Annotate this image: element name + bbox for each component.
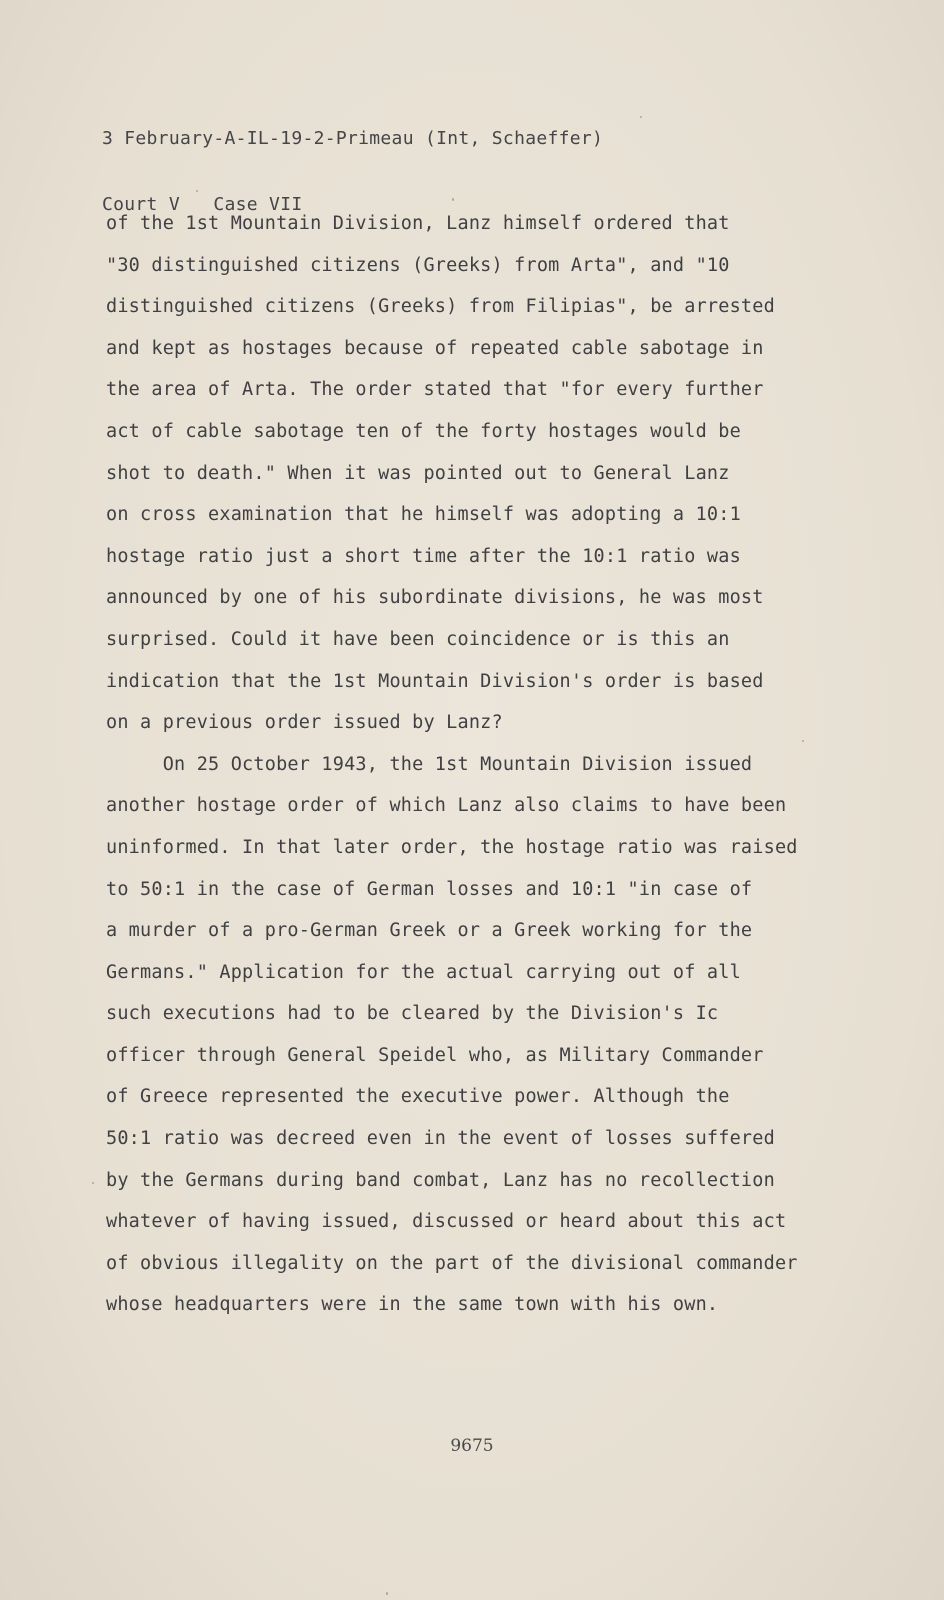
body-line: Germans." Application for the actual carrying out of all	[106, 961, 741, 983]
body-line: surprised. Could it have been coincidence or is this an	[106, 628, 730, 650]
body-line: indication that the 1st Mountain Division's order is based	[106, 670, 764, 692]
body-line: of the 1st Mountain Division, Lanz himself ordered that	[106, 213, 730, 234]
body-line: of Greece represented the executive power. Although the	[106, 1086, 730, 1108]
body-line: distinguished citizens (Greeks) from Filipias", be arrested	[106, 296, 775, 318]
body-line: officer through General Speidel who, as Military Commander	[106, 1044, 764, 1066]
body-line: act of cable sabotage ten of the forty hostages would be	[106, 420, 741, 442]
paper-speck	[196, 190, 198, 192]
page-number: 9675	[450, 1436, 494, 1456]
body-line: 50:1 ratio was decreed even in the event of losses suffered	[106, 1128, 775, 1150]
paper-speck	[452, 198, 454, 201]
body-line: the area of Arta. The order stated that "for every further	[106, 379, 764, 401]
body-line: on cross examination that he himself was adopting a 10:1	[106, 504, 741, 526]
body-line: On 25 October 1943, the 1st Mountain Division issued	[106, 753, 753, 775]
body-line: "30 distinguished citizens (Greeks) from Arta", and "10	[106, 254, 730, 276]
body-line: on a previous order issued by Lanz?	[106, 712, 503, 734]
body-text	[106, 203, 886, 1326]
body-line: shot to death." When it was pointed out to General Lanz	[106, 462, 730, 484]
body-line: hostage ratio just a short time after the 10:1 ratio was	[106, 545, 741, 567]
body-line: announced by one of his subordinate divisions, he was most	[106, 587, 764, 609]
body-line: of obvious illegality on the part of the divisional commander	[106, 1252, 798, 1274]
header-line-2: Court V Case VII	[102, 194, 303, 215]
body-line: by the Germans during band combat, Lanz has no recollection	[106, 1169, 775, 1191]
body-line: whose headquarters were in the same town with his own.	[106, 1294, 719, 1316]
paper-speck	[92, 1182, 94, 1184]
paper-speck	[386, 1592, 388, 1595]
body-line: whatever of having issued, discussed or heard about this act	[106, 1211, 787, 1233]
body-line: another hostage order of which Lanz also claims to have been	[106, 795, 787, 817]
body-line: a murder of a pro-German Greek or a Greek working for the	[106, 920, 753, 942]
body-line: and kept as hostages because of repeated cable sabotage in	[106, 337, 764, 359]
header-line-1: 3 February-A-IL-19-2-Primeau (Int, Schaeffer)	[102, 128, 604, 149]
paper-speck	[802, 740, 804, 742]
paper-speck	[640, 116, 642, 118]
body-line: uninformed. In that later order, the hostage ratio was raised	[106, 836, 798, 858]
body-line: such executions had to be cleared by the Division's Ic	[106, 1003, 719, 1025]
body-line: to 50:1 in the case of German losses and 10:1 "in case of	[106, 878, 753, 900]
